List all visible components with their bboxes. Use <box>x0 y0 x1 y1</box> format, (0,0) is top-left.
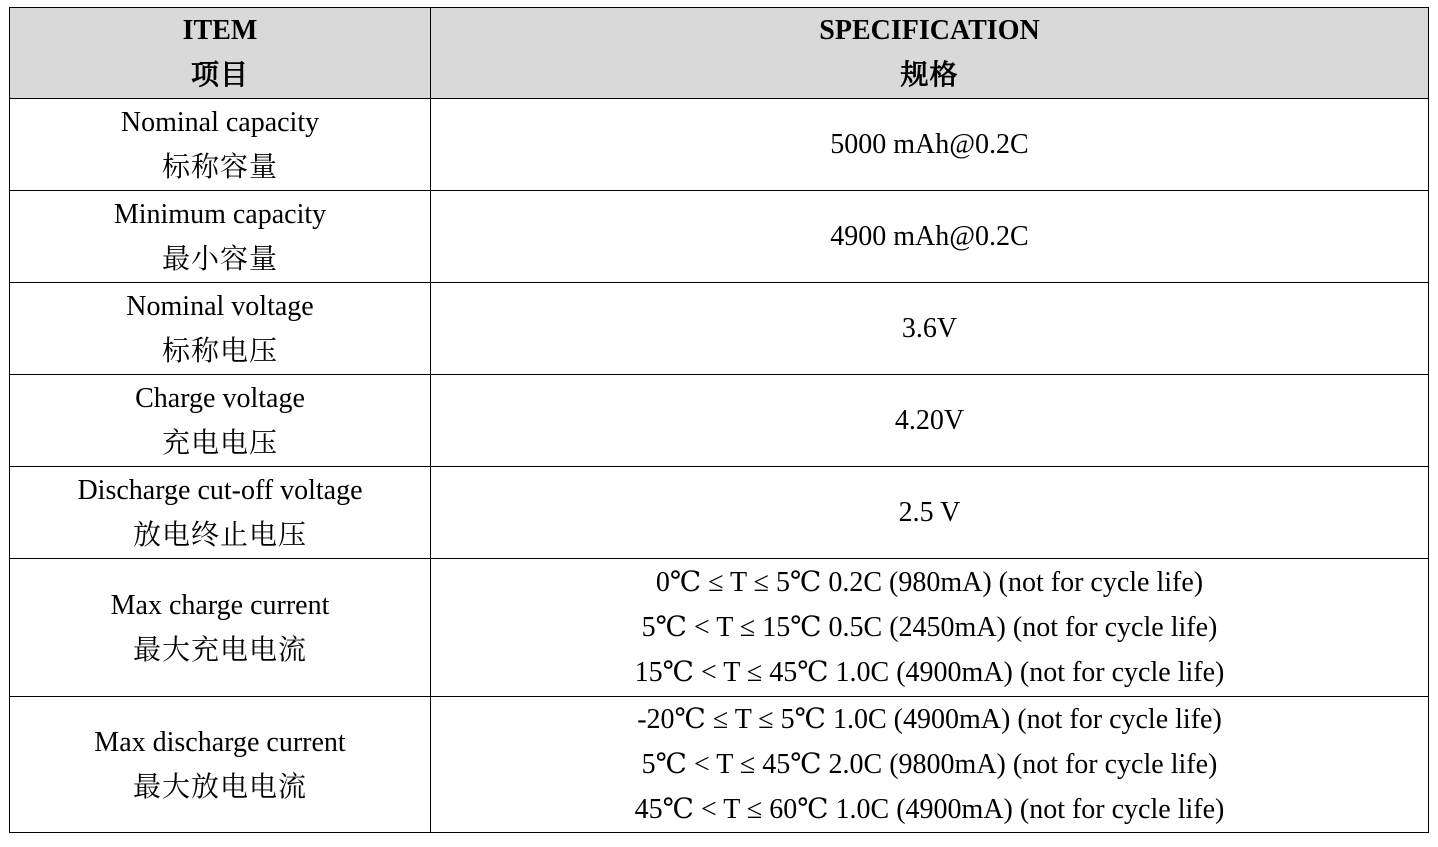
item-cell <box>10 99 431 191</box>
spec-value-line: -20℃ ≤ T ≤ 5℃ 1.0C (4900mA) (not for cycle life) <box>637 704 1222 735</box>
item-zh: 放电终止电压 <box>132 519 307 551</box>
spec-cell <box>431 697 1429 833</box>
table-row <box>10 375 1429 467</box>
table-row <box>10 191 1429 283</box>
item-en: Charge voltage <box>135 382 305 414</box>
spec-value-line: 5℃ < T ≤ 45℃ 2.0C (9800mA) (not for cycle life) <box>641 749 1218 780</box>
spec-cell <box>431 283 1429 375</box>
item-en: Nominal capacity <box>120 106 320 138</box>
item-cell <box>10 467 431 559</box>
table-row <box>10 559 1429 697</box>
spec-cell <box>431 467 1429 559</box>
table-row <box>10 283 1429 375</box>
item-zh: 最大放电电流 <box>132 771 307 803</box>
spec-value: 2.5 V <box>898 497 961 528</box>
spec-value-line: 5℃ < T ≤ 15℃ 0.5C (2450mA) (not for cycle life) <box>641 612 1218 643</box>
spec-value-line: 0℃ ≤ T ≤ 5℃ 0.2C (980mA) (not for cycle life) <box>655 567 1204 598</box>
item-zh: 充电电压 <box>161 427 278 459</box>
item-zh: 标称电压 <box>161 335 278 367</box>
header-spec-cell <box>431 8 1429 99</box>
item-en: Discharge cut-off voltage <box>77 474 363 506</box>
table-row <box>10 697 1429 833</box>
spec-value-line: 45℃ < T ≤ 60℃ 1.0C (4900mA) (not for cycle life) <box>634 794 1225 825</box>
item-zh: 最小容量 <box>161 243 278 275</box>
item-en: Nominal voltage <box>126 290 314 322</box>
table-row <box>10 99 1429 191</box>
spec-cell <box>431 559 1429 697</box>
spec-cell <box>431 99 1429 191</box>
spec-cell <box>431 375 1429 467</box>
item-zh: 最大充电电流 <box>132 634 307 666</box>
table-row <box>10 467 1429 559</box>
item-en: Minimum capacity <box>113 198 327 230</box>
item-cell <box>10 191 431 283</box>
spec-cell <box>431 191 1429 283</box>
item-en: Max discharge current <box>94 726 346 758</box>
header-spec-en: SPECIFICATION <box>819 15 1040 46</box>
header-item-en: ITEM <box>182 15 258 46</box>
item-cell <box>10 559 431 697</box>
header-item-zh: 项目 <box>190 60 249 91</box>
item-zh: 标称容量 <box>161 151 278 183</box>
header-spec-zh: 规格 <box>900 60 959 91</box>
spec-value: 4900 mAh@0.2C <box>830 221 1029 252</box>
spec-table <box>9 7 1429 833</box>
item-cell <box>10 283 431 375</box>
header-item-cell <box>10 8 431 99</box>
spec-value-line: 15℃ < T ≤ 45℃ 1.0C (4900mA) (not for cycle life) <box>634 657 1225 688</box>
item-cell <box>10 375 431 467</box>
item-en: Max charge current <box>110 589 330 621</box>
spec-value: 3.6V <box>901 313 958 344</box>
spec-value: 5000 mAh@0.2C <box>830 129 1029 160</box>
item-cell <box>10 697 431 833</box>
spec-value: 4.20V <box>894 405 965 436</box>
table-header-row <box>10 8 1429 99</box>
